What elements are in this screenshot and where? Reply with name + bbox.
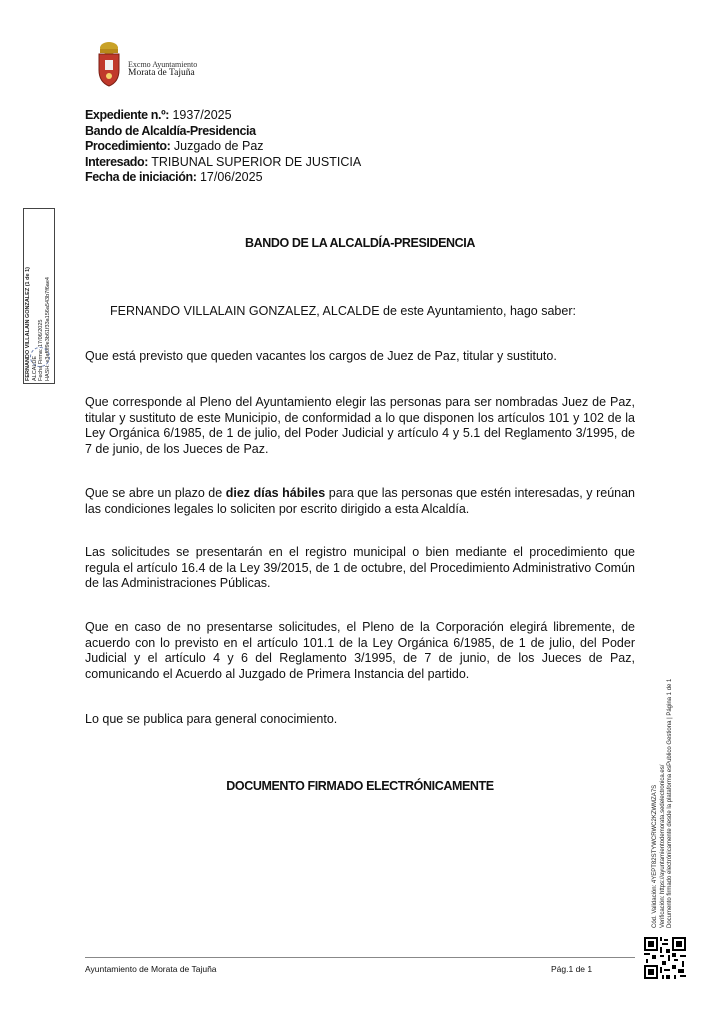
procedimiento-value: Juzgado de Paz: [173, 139, 264, 153]
signature-hash: HASH: e3af0f9e3b61f33a156a543b7f6ae4: [44, 277, 51, 381]
paragraph-3-start: Que se abre un plazo de: [85, 486, 226, 500]
paragraph-6: Lo que se publica para general conocimiento.: [85, 712, 338, 726]
intro-line: FERNANDO VILLALAIN GONZALEZ, ALCALDE de este Ayuntamiento, hago saber:: [110, 304, 576, 318]
paragraph-3: [85, 486, 635, 517]
signature-stamp-icon: [30, 347, 50, 367]
validation-code: Cód. Validación: 4YEPT82STYWCRWC2KZWMZA7S: [652, 784, 658, 928]
document-title: BANDO DE LA ALCALDÍA-PRESIDENCIA: [244, 236, 476, 250]
organization-name: [128, 60, 197, 78]
paragraph-1: Que está previsto que queden vacantes los cargos de Juez de Paz, titular y sustituto.: [85, 349, 557, 363]
procedimiento-label: Procedimiento:: [85, 139, 171, 153]
footer-page-number: Pág.1 de 1: [551, 964, 593, 974]
signer-role: ALCALDE: [31, 355, 38, 381]
municipal-crest-logo: [94, 40, 124, 88]
org-line2: Morata de Tajuña: [128, 68, 195, 78]
signed-notice: DOCUMENTO FIRMADO ELECTRÓNICAMENTE: [226, 779, 494, 793]
fecha-label: Fecha de iniciación:: [85, 170, 197, 184]
paragraph-3-end: para que las personas que estén interesadas, y reúnan las condiciones legales lo soliciten por escrito dirigido a esta Alcaldía.: [85, 486, 635, 516]
paragraph-5: Que en caso de no presentarse solicitudes, el Pleno de la Corporación elegirá libremente, de acuerdo con lo previsto en el artículo 101.1 de la Ley Orgánica 6/1985, de 1 de julio, del Poder Judicial y el artículo 4 y 6 del Reglamento 3/1995, de 7 de junio, de los Jueces de Paz, comunicando el Acuerdo al Juzgado de Primera Instancia del partido.: [85, 620, 635, 681]
signature-box: [23, 208, 55, 384]
expediente-value: 1937/2025: [172, 108, 232, 122]
footer-divider: [85, 957, 635, 958]
validation-info: [652, 618, 692, 928]
footer-organization: Ayuntamiento de Morata de Tajuña: [85, 964, 217, 974]
signature-date: Fecha Firma: 17/06/2025: [38, 319, 44, 381]
interesado-label: Interesado:: [85, 154, 148, 169]
file-metadata: [85, 108, 361, 186]
org-line1: Excmo Ayuntamiento: [128, 60, 198, 69]
paragraph-4: Las solicitudes se presentarán en el registro municipal o bien mediante el procedimiento que regula el artículo 16.4 de la Ley 39/2015, de 1 de octubre, del Procedimiento Administrativo Común de las Administraciones Públicas.: [85, 545, 635, 590]
interesado-value: TRIBUNAL SUPERIOR DE JUSTICIA: [151, 154, 362, 169]
bando-line: Bando de Alcaldía-Presidencia: [85, 123, 256, 138]
signer-name: FERNANDO VILLALAIN GONZALEZ (1 de 1): [25, 267, 31, 381]
qr-code-icon: [644, 937, 686, 979]
fecha-value: 17/06/2025: [199, 170, 263, 184]
validation-note: Documento firmado electrónicamente desde la plataforma esPublico Gestiona | Página 1 de 1: [667, 678, 673, 928]
expediente-label: Expediente n.º:: [85, 108, 169, 122]
paragraph-3-bold: diez días hábiles: [225, 486, 326, 500]
validation-url[interactable]: Verificación: https://ayuntamientodemorata.sedelectronica.es/: [659, 764, 666, 928]
paragraph-2: Que corresponde al Pleno del Ayuntamiento elegir las personas para ser nombradas Juez de Paz, titular y sustituto de este Municipio, de conformidad a lo que disponen los artículos 101 y 102 de la Ley Orgánica 6/1985, de 1 de julio, del Poder Judicial y artículo 4 y 5.1 del Reglamento 3/1995, de 7 de junio, de los Jueces de Paz.: [85, 395, 635, 456]
